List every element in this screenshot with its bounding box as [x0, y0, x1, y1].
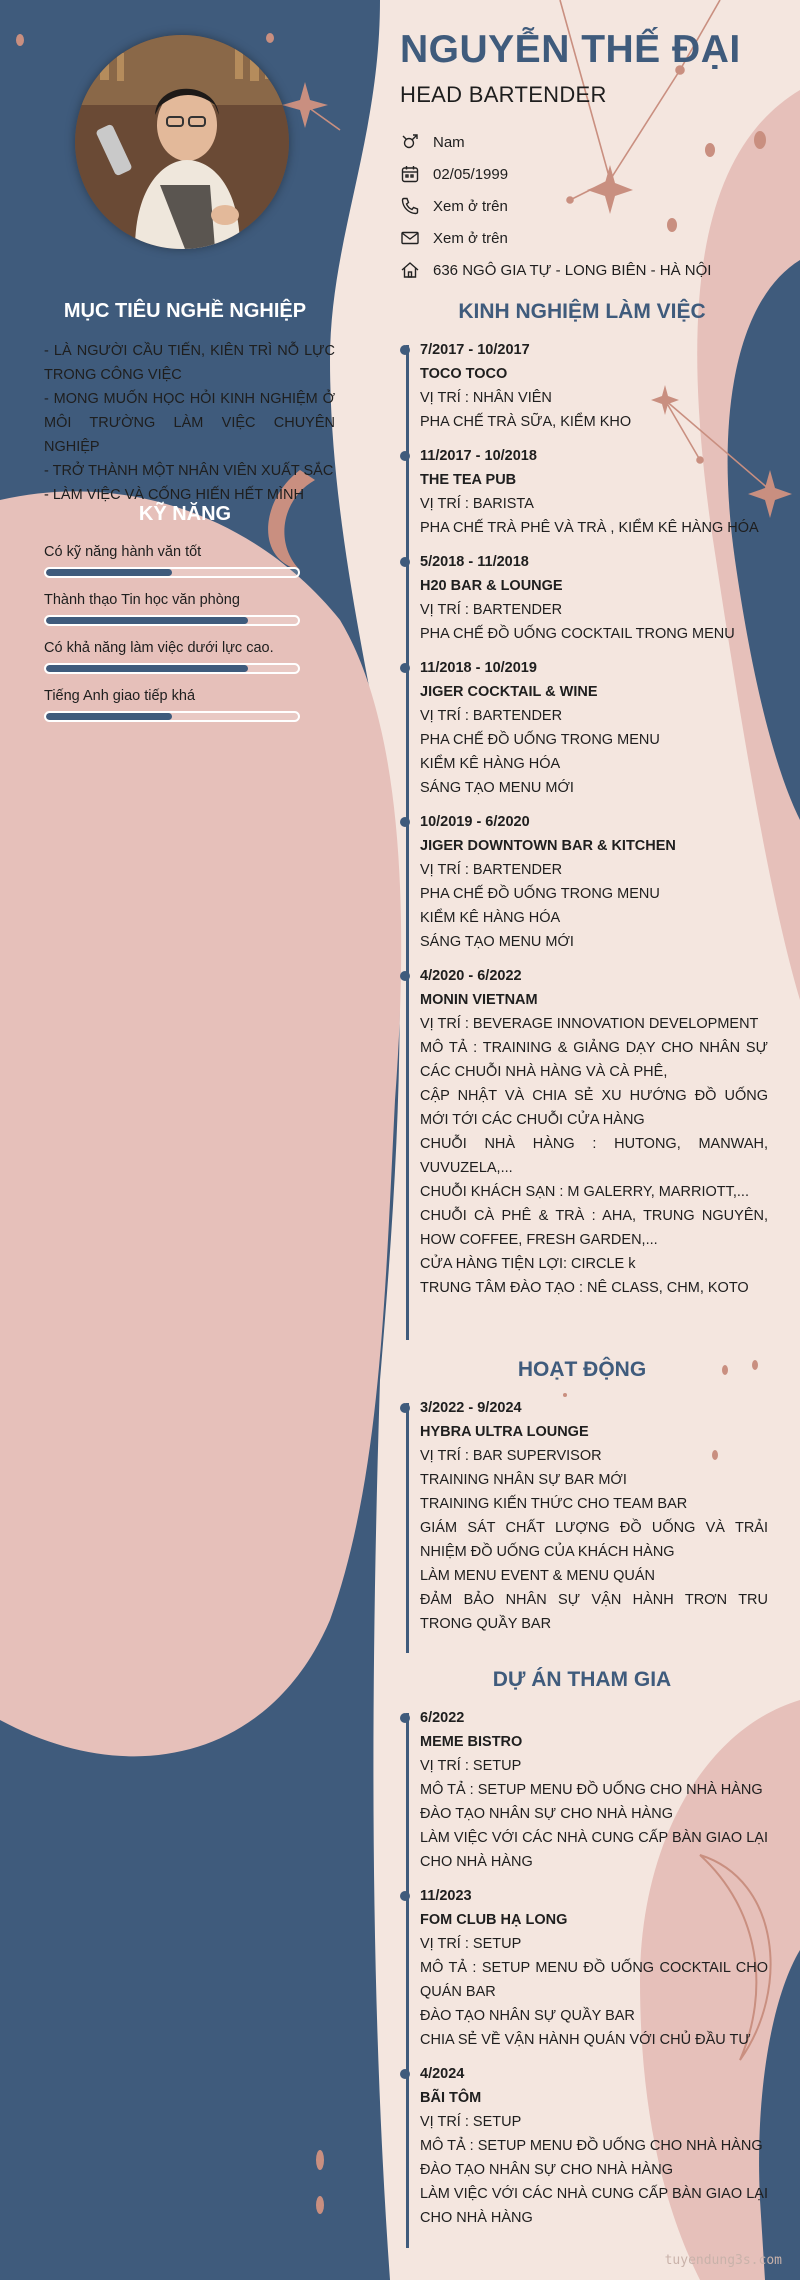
skill-bar: [44, 711, 300, 722]
profile-photo: [75, 35, 289, 249]
objective-line: - MONG MUỐN HỌC HỎI KINH NGHIỆM Ở MÔI TRƯỜNG LÀM VIỆC CHUYÊN NGHIỆP: [44, 391, 335, 455]
skill-item: [44, 639, 304, 674]
entry-line: MÔ TẢ : SETUP MENU ĐỒ UỐNG CHO NHÀ HÀNG: [420, 2138, 763, 2154]
entry-line: VỊ TRÍ : BEVERAGE INNOVATION DEVELOPMENT: [420, 1016, 759, 1032]
entry-date: 11/2018 - 10/2019: [420, 660, 537, 676]
entry-line: ĐÀO TẠO NHÂN SỰ CHO NHÀ HÀNG: [420, 2162, 674, 2178]
entry-line: MÔ TẢ : SETUP MENU ĐỒ UỐNG CHO NHÀ HÀNG: [420, 1782, 763, 1798]
entry-company: TOCO TOCO: [420, 366, 508, 382]
projects-list: [400, 1706, 768, 2240]
entry-date: 11/2023: [420, 1888, 472, 1904]
entry-company: FOM CLUB HẠ LONG: [420, 1912, 568, 1928]
entry-company: H20 BAR & LOUNGE: [420, 578, 563, 594]
calendar-icon: [400, 164, 420, 184]
project-entry: [400, 2062, 768, 2230]
entry-date: 5/2018 - 11/2018: [420, 554, 529, 570]
skill-bar: [44, 615, 300, 626]
skill-bar-fill: [46, 617, 248, 624]
entry-line: LÀM VIỆC VỚI CÁC NHÀ CUNG CẤP BÀN GIAO LẠI CHO NHÀ HÀNG: [420, 1830, 768, 1870]
entry-line: LÀM MENU EVENT & MENU QUÁN: [420, 1568, 655, 1584]
entry-line: VỊ TRÍ : BARTENDER: [420, 862, 563, 878]
entry-line: PHA CHẾ ĐỒ UỐNG TRONG MENU: [420, 886, 660, 902]
entry-line: CHIA SẺ VỀ VẬN HÀNH QUÁN VỚI CHỦ ĐẦU TƯ: [420, 2032, 751, 2048]
skill-bar: [44, 663, 300, 674]
skill-item: [44, 543, 304, 578]
activities-heading: HOẠT ĐỘNG: [517, 1358, 647, 1381]
entry-line: VỊ TRÍ : SETUP: [420, 1936, 522, 1952]
entry-company: JIGER DOWNTOWN BAR & KITCHEN: [420, 838, 676, 854]
entry-line: KIỂM KÊ HÀNG HÓA: [420, 910, 561, 926]
experience-entry: [400, 550, 768, 646]
experience-entry: [400, 338, 768, 434]
info-gender: [400, 126, 770, 158]
activity-entry: [400, 1396, 768, 1636]
info-phone: [400, 190, 770, 222]
entry-line: ĐÀO TẠO NHÂN SỰ CHO NHÀ HÀNG: [420, 1806, 674, 1822]
entry-line: CHUỖI NHÀ HÀNG : HUTONG, MANWAH, VUVUZELA,...: [420, 1136, 768, 1176]
experience-entry: [400, 656, 768, 800]
entry-company: MONIN VIETNAM: [420, 992, 538, 1008]
timeline-dot: [400, 557, 410, 567]
entry-date: 4/2020 - 6/2022: [420, 968, 522, 984]
entry-line: SÁNG TẠO MENU MỚI: [420, 780, 574, 796]
entry-date: 10/2019 - 6/2020: [420, 814, 530, 830]
experience-entry: [400, 810, 768, 954]
entry-company: THE TEA PUB: [420, 472, 517, 488]
objective-heading: MỤC TIÊU NGHỀ NGHIỆP: [63, 300, 307, 322]
skill-bar-fill: [46, 713, 172, 720]
info-email: [400, 222, 770, 254]
entry-line: VỊ TRÍ : BARISTA: [420, 496, 534, 512]
personal-info: [400, 126, 770, 286]
entry-line: CHUỖI KHÁCH SẠN : M GALERRY, MARRIOTT,...: [420, 1184, 749, 1200]
entry-line: ĐẢM BẢO NHÂN SỰ VẬN HÀNH TRƠN TRU TRONG QUẦY BAR: [420, 1592, 768, 1632]
info-birthday: [400, 158, 770, 190]
timeline-dot: [400, 451, 410, 461]
watermark: tuyendung3s.com: [664, 2253, 782, 2268]
entry-date: 11/2017 - 10/2018: [420, 448, 537, 464]
entry-line: TRAINING NHÂN SỰ BAR MỚI: [420, 1472, 627, 1488]
entry-line: PHA CHẾ TRÀ SỮA, KIỂM KHO: [420, 414, 632, 430]
timeline-dot: [400, 1891, 410, 1901]
entry-line: VỊ TRÍ : SETUP: [420, 1758, 522, 1774]
entry-company: MEME BISTRO: [420, 1734, 523, 1750]
project-entry: [400, 1706, 768, 1874]
entry-line: ĐÀO TẠO NHÂN SỰ QUẦY BAR: [420, 2008, 635, 2024]
info-text: 636 NGÔ GIA TỰ - LONG BIÊN - HÀ NỘI: [433, 261, 712, 279]
info-text: Nam: [433, 133, 465, 151]
entry-company: JIGER COCKTAIL & WINE: [420, 684, 598, 700]
entry-date: 3/2022 - 9/2024: [420, 1400, 522, 1416]
timeline-dot: [400, 663, 410, 673]
skills-heading: KỸ NĂNG: [138, 503, 232, 525]
skill-bar-fill: [46, 569, 172, 576]
entry-line: KIỂM KÊ HÀNG HÓA: [420, 756, 561, 772]
entry-date: 6/2022: [420, 1710, 465, 1726]
skill-bar-fill: [46, 665, 248, 672]
entry-line: VỊ TRÍ : NHÂN VIÊN: [420, 390, 552, 406]
phone-icon: [400, 196, 420, 216]
info-text: Xem ở trên: [433, 197, 508, 215]
skill-label: Tiếng Anh giao tiếp khá: [44, 688, 196, 704]
experience-entry: [400, 444, 768, 540]
entry-date: 4/2024: [420, 2066, 465, 2082]
entry-line: PHA CHẾ ĐỒ UỐNG TRONG MENU: [420, 732, 660, 748]
entry-line: LÀM VIỆC VỚI CÁC NHÀ CUNG CẤP BÀN GIAO LẠI CHO NHÀ HÀNG: [420, 2186, 768, 2226]
skill-item: [44, 687, 304, 722]
project-entry: [400, 1884, 768, 2052]
skill-label: Có khả năng làm việc dưới lực cao.: [44, 640, 274, 656]
experience-heading: KINH NGHIỆM LÀM VIỆC: [458, 300, 706, 323]
entry-line: VỊ TRÍ : BAR SUPERVISOR: [420, 1448, 602, 1464]
skill-label: Thành thạo Tin học văn phòng: [44, 592, 240, 608]
timeline-dot: [400, 2069, 410, 2079]
info-text: Xem ở trên: [433, 229, 508, 247]
info-address: [400, 254, 770, 286]
entry-line: VỊ TRÍ : BARTENDER: [420, 602, 563, 618]
skill-label: Có kỹ năng hành văn tốt: [44, 544, 202, 560]
timeline-dot: [400, 1403, 410, 1413]
experience-list: [400, 338, 768, 1310]
entry-line: GIÁM SÁT CHẤT LƯỢNG ĐỒ UỐNG VÀ TRẢI NHIỆM ĐỒ UỐNG CỦA KHÁCH HÀNG: [420, 1520, 768, 1560]
experience-entry: [400, 964, 768, 1300]
projects-heading: DỰ ÁN THAM GIA: [492, 1668, 672, 1691]
entry-line: SÁNG TẠO MENU MỚI: [420, 934, 574, 950]
entry-line: VỊ TRÍ : SETUP: [420, 2114, 522, 2130]
entry-line: TRAINING KIẾN THỨC CHO TEAM BAR: [420, 1496, 688, 1512]
entry-line: CHUỖI CÀ PHÊ & TRÀ : AHA, TRUNG NGUYÊN, HOW COFFEE, FRESH GARDEN,...: [420, 1208, 768, 1248]
job-title: HEAD BARTENDER: [400, 82, 607, 107]
objective-line: - LÀ NGƯỜI CẦU TIẾN, KIÊN TRÌ NỖ LỰC TRONG CÔNG VIỆC: [44, 343, 335, 383]
entry-company: BÃI TÔM: [420, 2090, 482, 2106]
entry-date: 7/2017 - 10/2017: [420, 342, 530, 358]
skill-bar: [44, 567, 300, 578]
entry-company: HYBRA ULTRA LOUNGE: [420, 1424, 589, 1440]
activities-list: [400, 1396, 768, 1646]
candidate-name: NGUYỄN THẾ ĐẠI: [400, 28, 741, 71]
email-icon: [400, 228, 420, 248]
home-icon: [400, 260, 420, 280]
entry-line: PHA CHẾ ĐỒ UỐNG COCKTAIL TRONG MENU: [420, 626, 735, 642]
objective-text: [44, 339, 335, 507]
entry-line: VỊ TRÍ : BARTENDER: [420, 708, 563, 724]
entry-line: MÔ TẢ : SETUP MENU ĐỒ UỐNG COCKTAIL CHO QUÁN BAR: [420, 1960, 768, 2000]
skill-item: [44, 591, 304, 626]
entry-line: CẬP NHẬT VÀ CHIA SẺ XU HƯỚNG ĐỒ UỐNG MỚI TỚI CÁC CHUỖI CỬA HÀNG: [420, 1088, 768, 1128]
gender-icon: [400, 132, 420, 152]
entry-line: TRUNG TÂM ĐÀO TẠO : NÊ CLASS, CHM, KOTO: [420, 1280, 749, 1296]
entry-line: MÔ TẢ : TRAINING & GIẢNG DẠY CHO NHÂN SỰ CÁC CHUỖI NHÀ HÀNG VÀ CÀ PHÊ,: [420, 1040, 768, 1080]
objective-line: - TRỞ THÀNH MỘT NHÂN VIÊN XUẤT SẮC: [44, 463, 334, 479]
info-text: 02/05/1999: [433, 165, 509, 183]
timeline-dot: [400, 1713, 410, 1723]
entry-line: CỬA HÀNG TIỆN LỢI: CIRCLE k: [420, 1256, 636, 1272]
objective-line: - LÀM VIỆC VÀ CỐNG HIẾN HẾT MÌNH: [44, 487, 304, 503]
timeline-dot: [400, 817, 410, 827]
timeline-dot: [400, 345, 410, 355]
skills-list: [44, 543, 304, 735]
timeline-dot: [400, 971, 410, 981]
entry-line: PHA CHẾ TRÀ PHÊ VÀ TRÀ , KIỂM KÊ HÀNG HÓA: [420, 520, 759, 536]
